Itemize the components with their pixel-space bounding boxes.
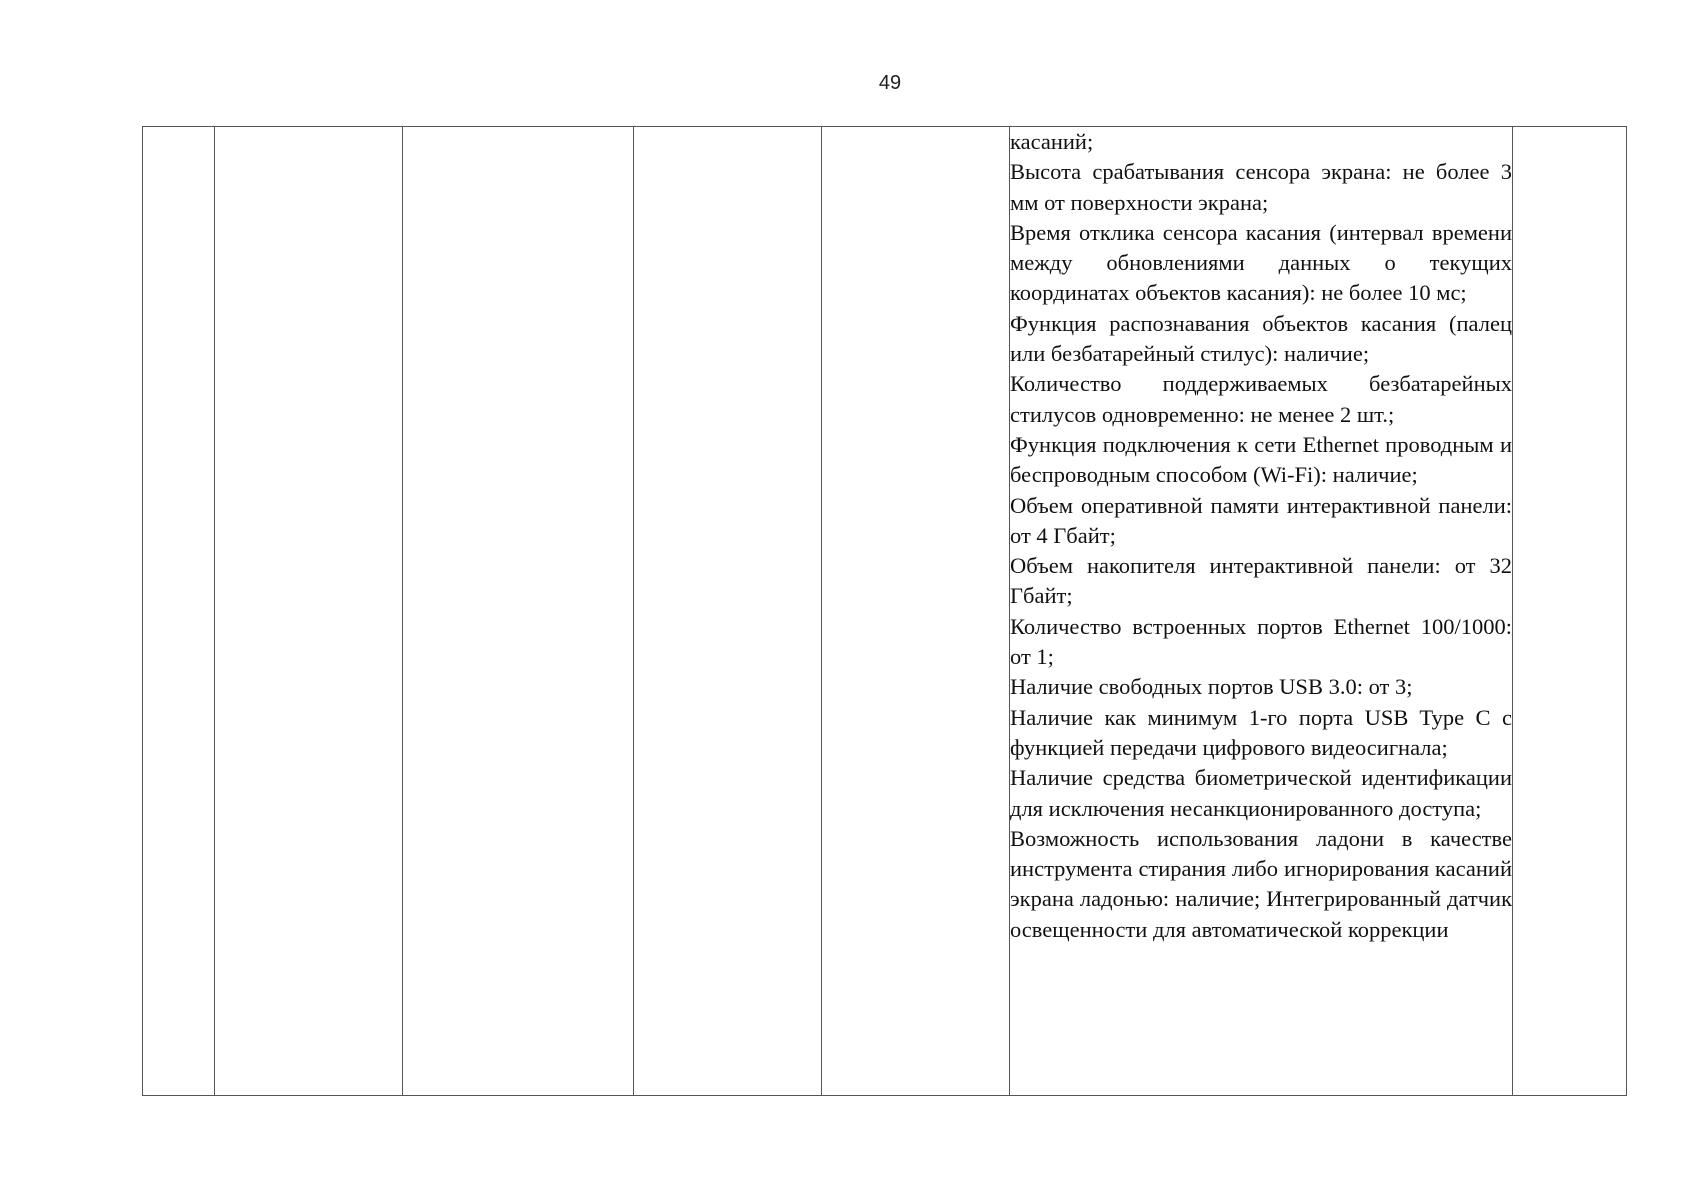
empty-cell-col4 xyxy=(634,127,822,1096)
characteristic-line: Наличие как минимум 1-го порта USB Type C с функцией передачи цифрового видеосигнала; xyxy=(1010,704,1512,760)
characteristic-line: Наличие свободных портов USB 3.0: от 3; xyxy=(1010,674,1413,700)
characteristic-line: Количество встроенных портов Ethernet 100/1000: от 1; xyxy=(1010,613,1512,670)
empty-cell-col7 xyxy=(1513,127,1627,1096)
specification-table xyxy=(142,126,1627,1096)
empty-cell-col5 xyxy=(822,127,1010,1096)
characteristic-line: Время отклика сенсора касания (интервал времени между обновлениями данных о текущих координатах объектов касания): не более 10 мс; xyxy=(1010,219,1512,306)
empty-cell-col3 xyxy=(403,127,634,1096)
characteristic-line: Возможность использования ладони в качестве инструмента стирания либо игнорирования касаний экрана ладонью: наличие; Интегрированный датчик освещенности для автоматической коррекции xyxy=(1010,825,1512,942)
empty-cell-col2 xyxy=(215,127,403,1096)
characteristic-line: Объем оперативной памяти интерактивной панели: от 4 Гбайт; xyxy=(1010,492,1512,548)
characteristic-line: Объем накопителя интерактивной панели: от 32 Гбайт; xyxy=(1010,553,1512,609)
characteristic-line: Функция подключения к сети Ethernet проводным и беспроводным способом (Wi-Fi): наличие; xyxy=(1010,431,1512,488)
page-number: 49 xyxy=(878,72,902,94)
row-number-cell xyxy=(143,127,215,1096)
characteristic-line: Функция распознавания объектов касания (палец или безбатарейный стилус): наличие; xyxy=(1010,310,1512,367)
characteristic-line: Наличие средства биометрической идентификации для исключения несанкционированного доступа; xyxy=(1010,765,1512,821)
characteristic-line: Высота срабатывания сенсора экрана: не более 3 мм от поверхности экрана; xyxy=(1010,159,1512,215)
characteristics-cell xyxy=(1010,127,1513,1096)
characteristic-line: Количество поддерживаемых безбатарейных стилусов одновременно: не менее 2 шт.; xyxy=(1010,371,1512,427)
characteristic-line: касаний; xyxy=(1010,129,1094,154)
table-row xyxy=(143,127,1627,1096)
